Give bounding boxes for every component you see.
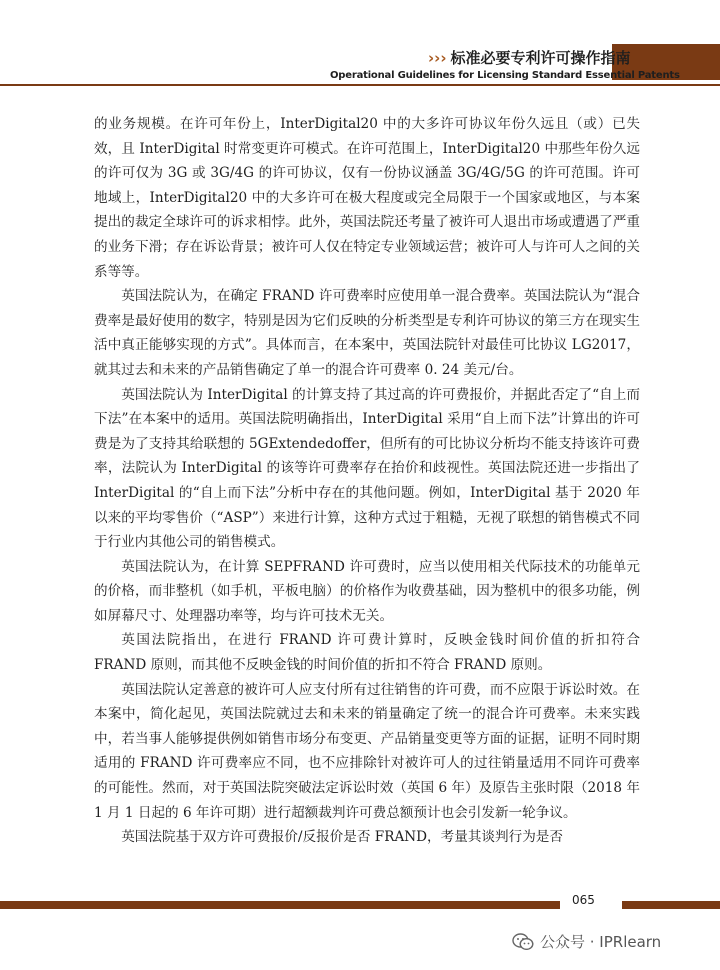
paragraph: 英国法院认为，在确定 FRAND 许可费率时应使用单一混合费率。英国法院认为“混合费率是最好使用的数字，特别是因为它们反映的分析类型是专利许可协议的第三方在现实生活中真正能够实现的方式”。具体而言，在本案中，英国法院针对最佳可比协议 LG2017，就其过去和未来的产品销售确定了单一的混合许可费率 0. 24 美元/台。 — [94, 288, 640, 378]
paragraph: 英国法院指出，在进行 FRAND 许可费计算时，反映金钱时间价值的折扣符合 FRAND 原则，而其他不反映金钱的时间价值的折扣不符合 FRAND 原则。 — [94, 632, 640, 674]
paragraph: 的业务规模。在许可年份上，InterDigital20 中的大多许可协议年份久远且（或）已失效，且 InterDigital 时常变更许可模式。在许可范围上，InterDigital20 中那些年份久远的许可仅为 3G 或 3G/4G 的许可协议，仅有一份协议涵盖 3G/4G/5G 的许可范围。许可地域上，InterDigital20 中的大多许可在极大程度或完全局限于一个国家或地区，与本案提出的裁定全球许可的诉求相悖。此外，英国法院还考量了被许可人退出市场或遭遇了严重的业务下滑；存在诉讼背景；被许可人仅在特定专业领域运营；被许可人与许可人之间的关系等等。 — [94, 116, 640, 280]
book-subtitle: Operational Guidelines for Licensing Standard Essential Patents — [330, 70, 680, 81]
paragraph: 英国法院认为，在计算 SEPFRAND 许可费时，应当以使用相关代际技术的功能单元的价格，而非整机（如手机，平板电脑）的价格作为收费基础，因为整机中的很多功能，例如屏幕尺寸、处理器功率等，均与许可技术无关。 — [94, 558, 640, 624]
footer-rule-left — [0, 901, 560, 909]
body-text — [94, 112, 640, 850]
paragraph: 英国法院认为 InterDigital 的计算支持了其过高的许可费报价，并据此否定了“自上而下法”在本案中的适用。英国法院明确指出，InterDigital 采用“自上而下法”计算出的许可费是为了支持其给联想的 5GExtendedoffer，但所有的可比协议分析均不能支持该许可费率，法院认为 InterDigital 的该等许可费率存在抬价和歧视性。英国法院还进一步指出了 InterDigital 的“自上而下法”分析中存在的其他问题。例如，InterDigital 基于 2020 年以来的平均零售价（“ASP”）来进行计算，这种方式过于粗糙，无视了联想的销售模式不同于行业内其他公司的销售模式。 — [94, 386, 640, 551]
paragraph: 英国法院认定善意的被许可人应支付所有过往销售的许可费，而不应限于诉讼时效。在本案中，简化起见，英国法院就过去和未来的销量确定了统一的混合许可费率。未来实践中，若当事人能够提供例如销售市场分布变更、产品销量变更等方面的证据，证明不同时期适用的 FRAND 许可费率应不同，也不应排除针对被许可人的过往销量适用不同许可费率的可能性。然而，对于英国法院突破法定诉讼时效（英国 6 年）及原告主张时限（2018 年 1 月 1 日起的 6 年许可期）进行超额裁判许可费总额预计也会引发新一轮争议。 — [94, 681, 640, 821]
page-number: 065 — [572, 893, 595, 907]
chevron-icon: ››› — [428, 49, 447, 67]
wechat-icon — [512, 933, 534, 951]
footer-rule-right — [622, 901, 720, 909]
header-rule — [0, 84, 720, 86]
watermark-text: 公众号 · IPRlearn — [540, 933, 662, 951]
paragraph: 英国法院基于双方许可费报价/反报价是否 FRAND，考量其谈判行为是否 — [121, 829, 563, 846]
book-title — [428, 47, 631, 68]
watermark — [512, 931, 661, 952]
book-title-text: 标准必要专利许可操作指南 — [450, 49, 631, 67]
page-header — [0, 0, 720, 92]
